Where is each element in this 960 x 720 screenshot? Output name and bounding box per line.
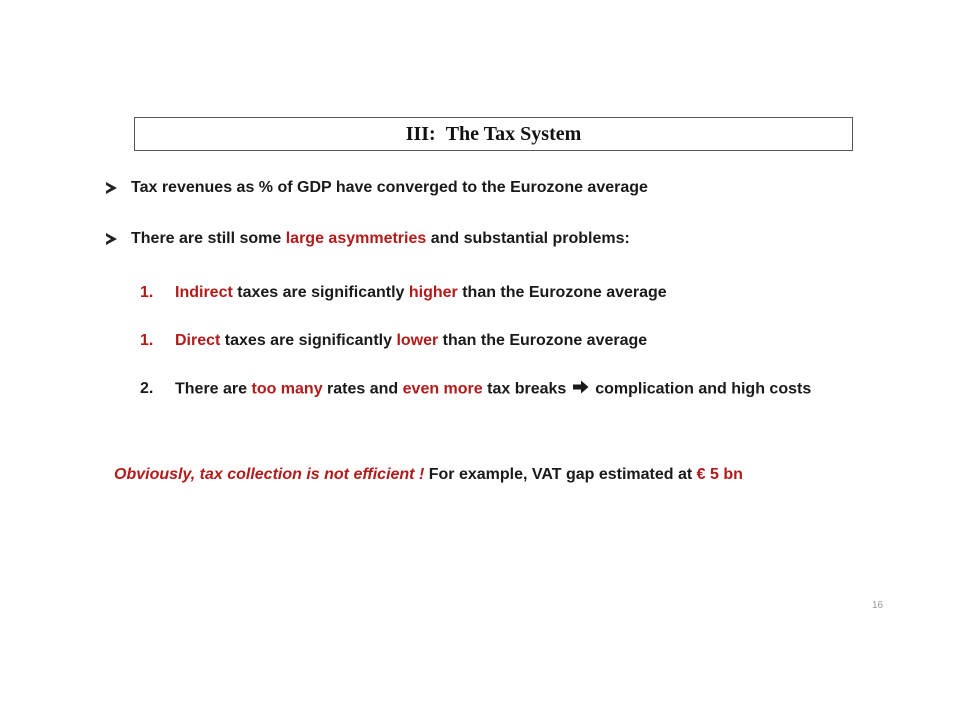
numbered-item-3-number: 2. — [140, 380, 154, 397]
conclusion-line — [114, 466, 743, 484]
numbered-item-3 — [175, 380, 811, 399]
numbered-1-red-b: higher — [408, 284, 458, 301]
numbered-3-text-b: rates and — [322, 380, 403, 398]
numbered-3-red-a: too many — [251, 380, 323, 398]
numbered-1-red-a: Indirect — [175, 284, 233, 301]
conclusion-italic: Obviously, tax collection is not efficient ! — [114, 466, 425, 483]
bullet-2-highlight: large asymmetries — [285, 230, 427, 247]
bullet-arrow-icon — [106, 182, 117, 194]
title-numeral: III: — [405, 122, 436, 145]
numbered-1-text-b: than the Eurozone average — [457, 284, 667, 301]
numbered-1-text-a: taxes are significantly — [232, 284, 409, 301]
right-arrow-icon — [573, 380, 589, 399]
numbered-item-2-number: 1. — [140, 332, 154, 349]
numbered-item-1 — [175, 284, 667, 302]
numbered-2-text-b: than the Eurozone average — [438, 332, 648, 349]
bullet-item-1 — [131, 179, 648, 197]
bullet-1-text: Tax revenues as % of GDP have converged to the Eurozone average — [131, 179, 648, 196]
conclusion-text: For example, VAT gap estimated at — [424, 466, 697, 483]
numbered-3-text-c: tax breaks — [482, 380, 571, 398]
bullet-2-text-b: and substantial problems: — [426, 230, 630, 247]
numbered-item-1-number: 1. — [140, 284, 154, 301]
conclusion-value: € 5 bn — [696, 466, 743, 483]
bullet-2-text-a: There are still some — [131, 230, 286, 247]
numbered-2-red-b: lower — [396, 332, 439, 349]
title-text: The Tax System — [445, 122, 582, 145]
page-number: 16 — [872, 600, 884, 611]
numbered-3-text-d: complication and high costs — [590, 380, 812, 398]
numbered-3-red-b: even more — [402, 380, 483, 398]
slide-title — [134, 117, 853, 151]
bullet-arrow-icon — [106, 233, 117, 245]
numbered-2-red-a: Direct — [175, 332, 221, 349]
numbered-3-text-a: There are — [175, 380, 252, 398]
numbered-item-2 — [175, 332, 647, 350]
numbered-2-text-a: taxes are significantly — [220, 332, 397, 349]
bullet-item-2 — [131, 230, 630, 248]
